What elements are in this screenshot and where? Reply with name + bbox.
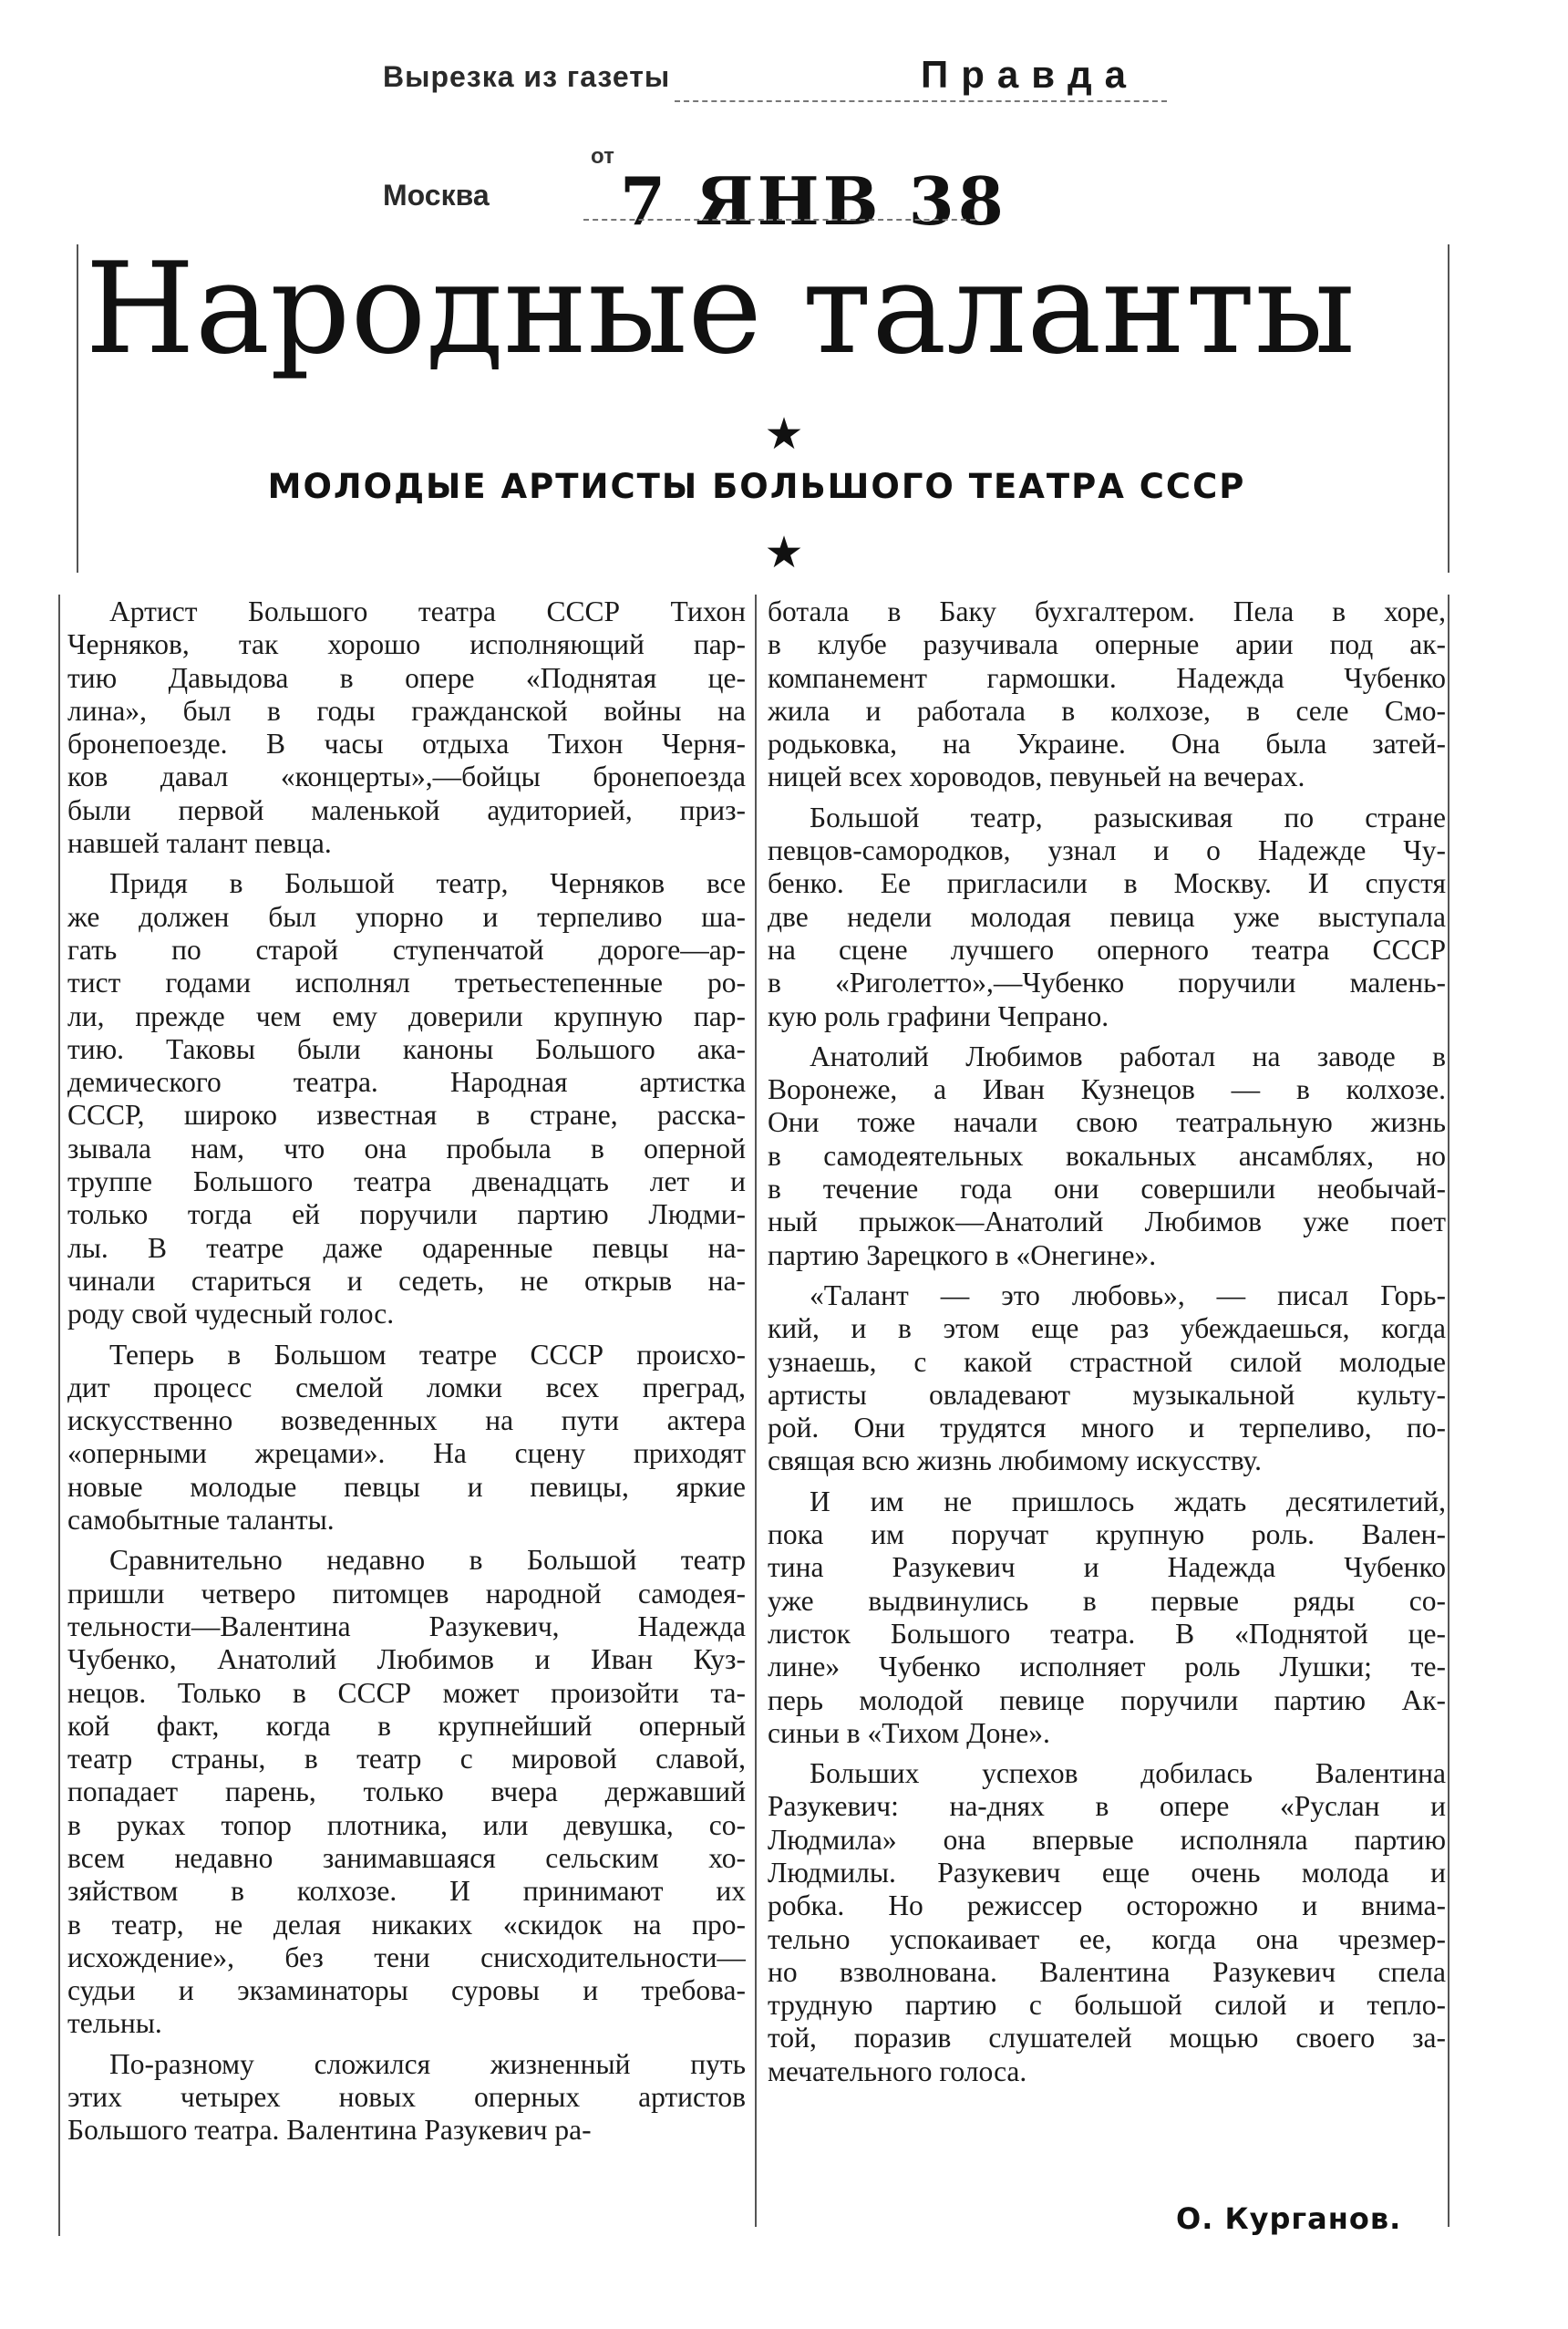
text-line: Анатолий Любимов работал на заводе в xyxy=(810,1040,1446,1072)
article-paragraph xyxy=(67,867,746,1330)
article-paragraph xyxy=(67,1339,746,1537)
text-line: новые молодые певцы и певицы, яркие xyxy=(67,1470,746,1503)
author-signature: О. Курганов. xyxy=(1176,2201,1402,2236)
text-line: Они тоже начали свою театральную жизнь xyxy=(768,1106,1446,1139)
text-line: но взволнована. Валентина Разукевич спела xyxy=(768,1955,1446,1988)
text-line: партию Зарецкого в «Онегине». xyxy=(768,1238,1157,1271)
text-line: листок Большого театра. В «Поднятой це- xyxy=(768,1617,1446,1650)
text-line: трудную партию с большой силой и тепло- xyxy=(768,1989,1446,2022)
clipping-label: Вырезка из газеты xyxy=(383,60,671,93)
text-line: певцов-самородков, узнал и о Надежде Чу- xyxy=(768,834,1446,867)
text-line: уже выдвинулись в первые ряды со- xyxy=(768,1584,1446,1617)
text-line: перь молодой певице поручили партию Ак- xyxy=(768,1683,1446,1716)
text-line: на сцене лучшего оперного театра СССР xyxy=(768,933,1446,966)
text-line: роду свой чудесный голос. xyxy=(67,1298,395,1330)
text-line: ный прыжок—Анатолий Любимов уже поет xyxy=(768,1206,1446,1238)
text-line: зывала нам, что она пробыла в оперной xyxy=(67,1132,746,1164)
paragraph-gap xyxy=(768,794,1446,802)
paragraph-gap xyxy=(768,1750,1446,1757)
text-line: кий, и в этом еще раз убеждаешься, когда xyxy=(768,1312,1446,1345)
text-line: Сравнительно недавно в Большой театр xyxy=(109,1544,746,1577)
article-paragraph xyxy=(67,1544,746,2040)
text-line: Придя в Большой театр, Черняков все xyxy=(109,867,746,900)
text-line: самобытные таланты. xyxy=(67,1504,335,1537)
text-line: театр страны, в театр с мировой славой, xyxy=(67,1743,746,1775)
paragraph-gap xyxy=(67,860,746,867)
text-line: той, поразив слушателей мощью своего за- xyxy=(768,2022,1446,2055)
text-line: Людмилы. Разукевич еще очень молода и xyxy=(768,1856,1446,1889)
text-line: родьковка, на Украине. Она была затей- xyxy=(768,728,1446,761)
from-label: от xyxy=(591,144,614,169)
paragraph-gap xyxy=(768,1272,1446,1279)
text-line: тельности—Валентина Разукевич, Надежда xyxy=(67,1610,746,1642)
text-line: «Талант — это любовь», — писал Горь- xyxy=(810,1278,1446,1311)
text-line: демического театра. Народная артистка xyxy=(67,1066,746,1099)
text-line: гать по старой ступенчатой дороге—ар- xyxy=(67,933,746,966)
text-line: Людмила» она впервые исполняла партию xyxy=(768,1823,1446,1856)
text-line: ботала в Баку бухгалтером. Пела в хоре, xyxy=(768,595,1446,627)
text-line: чинали стариться и седеть, не открыв на- xyxy=(67,1264,746,1297)
paragraph-gap xyxy=(67,2041,746,2048)
star-icon: ★ xyxy=(764,409,804,460)
text-line: робка. Но режиссер осторожно и внима- xyxy=(768,1889,1446,1922)
text-line: пока им поручат крупную роль. Вален- xyxy=(768,1518,1446,1551)
article-column-right xyxy=(768,595,1446,2088)
paragraph-gap xyxy=(768,1478,1446,1485)
frame-right xyxy=(1448,595,1449,2227)
text-line: искусственно возведенных на пути актера xyxy=(67,1404,746,1437)
city-label: Москва xyxy=(383,179,490,212)
frame-right-top xyxy=(1448,244,1449,573)
article-paragraph xyxy=(768,595,1446,794)
text-line: этих четырех новых оперных артистов xyxy=(67,2081,746,2114)
article-column-left xyxy=(67,595,746,2148)
text-line: свящая всю жизнь любимому искусству. xyxy=(768,1444,1262,1477)
text-line: навшей талант певца. xyxy=(67,827,332,860)
text-line: нецов. Только в СССР может произойти та- xyxy=(67,1676,746,1709)
star-icon: ★ xyxy=(764,527,804,578)
text-line: пришли четверо питомцев народной самодея- xyxy=(67,1577,746,1610)
text-line: дит процесс смелой ломки всех преград, xyxy=(67,1371,746,1403)
text-line: Артист Большого театра СССР Тихон xyxy=(109,595,746,627)
text-line: лы. В театре даже одаренные певцы на- xyxy=(67,1231,746,1264)
text-line: судьи и экзаминаторы суровы и требова- xyxy=(67,1974,746,2007)
text-line: в течение года они совершили необычай- xyxy=(768,1173,1446,1206)
text-line: лина», был в годы гражданской войны на xyxy=(67,694,746,727)
text-line: ли, прежде чем ему доверили крупную пар- xyxy=(67,999,746,1032)
text-line: Теперь в Большом театре СССР происхо- xyxy=(109,1338,746,1371)
article-paragraph xyxy=(67,595,746,860)
text-line: ков давал «концерты»,—бойцы бронепоезда xyxy=(67,761,746,793)
text-line: попадает парень, только вчера державший xyxy=(67,1775,746,1808)
text-line: артисты овладевают музыкальной культу- xyxy=(768,1378,1446,1411)
date-stamp: 7 ЯНВ 38 xyxy=(620,162,1007,240)
text-line: жила и работала в колхозе, в селе Смо- xyxy=(768,694,1446,727)
article-paragraph xyxy=(768,1040,1446,1272)
text-line: Черняков, так хорошо исполняющий пар- xyxy=(67,628,746,661)
text-line: Воронеже, а Иван Кузнецов — в колхозе. xyxy=(768,1073,1446,1106)
text-line: Большого театра. Валентина Разукевич ра- xyxy=(67,2114,592,2147)
text-line: в «Риголетто»,—Чубенко поручили малень- xyxy=(768,967,1446,999)
text-line: По-разному сложился жизненный путь xyxy=(109,2047,746,2080)
paragraph-gap xyxy=(67,1537,746,1544)
text-line: узнаешь, с какой страстной силой молодые xyxy=(768,1345,1446,1378)
text-line: в самодеятельных вокальных ансамблях, но xyxy=(768,1139,1446,1172)
text-line: тельны. xyxy=(67,2007,162,2040)
stamp-rule-bottom xyxy=(583,219,975,221)
text-line: тию Давыдова в опере «Поднятая це- xyxy=(67,661,746,694)
article-paragraph xyxy=(768,1279,1446,1478)
article-paragraph xyxy=(768,1485,1446,1750)
text-line: исхождение», без тени снисходительности— xyxy=(67,1941,746,1973)
text-line: рой. Они трудятся много и терпеливо, по- xyxy=(768,1412,1446,1444)
article-paragraph xyxy=(67,2048,746,2148)
stamp-rule-top xyxy=(675,100,1167,102)
paragraph-gap xyxy=(67,1331,746,1339)
paragraph-gap xyxy=(768,1033,1446,1040)
article-paragraph xyxy=(768,1757,1446,2088)
frame-left xyxy=(58,595,60,2236)
text-line: тина Разукевич и Надежда Чубенко xyxy=(768,1551,1446,1584)
text-line: бронепоезде. В часы отдыха Тихон Черня- xyxy=(67,728,746,761)
text-line: СССР, широко известная в стране, расска- xyxy=(67,1099,746,1132)
text-line: Больших успехов добилась Валентина xyxy=(810,1757,1446,1790)
article-subheadline: МОЛОДЫЕ АРТИСТЫ БОЛЬШОГО ТЕАТРА СССР xyxy=(267,467,1246,506)
text-line: бенко. Ее пригласили в Москву. И спустя xyxy=(768,867,1446,900)
text-line: Чубенко, Анатолий Любимов и Иван Куз- xyxy=(67,1643,746,1676)
text-line: компанемент гармошки. Надежда Чубенко xyxy=(768,661,1446,694)
text-line: зяйством в колхозе. И принимают их xyxy=(67,1875,746,1908)
text-line: же должен был упорно и терпеливо ша- xyxy=(67,900,746,933)
text-line: Разукевич: на-днях в опере «Руслан и xyxy=(768,1790,1446,1823)
text-line: в руках топор плотника, или девушка, со- xyxy=(67,1808,746,1841)
text-line: Большой театр, разыскивая по стране xyxy=(810,801,1446,833)
text-line: «оперными жрецами». На сцену приходят xyxy=(67,1437,746,1470)
column-divider xyxy=(755,595,757,2227)
text-line: ницей всех хороводов, певуньей на вечерах. xyxy=(768,761,1305,793)
text-line: всем недавно занимавшаяся сельским хо- xyxy=(67,1841,746,1874)
text-line: синьи в «Тихом Доне». xyxy=(768,1716,1050,1749)
text-line: кую роль графини Чепрано. xyxy=(768,999,1109,1032)
text-line: лине» Чубенко исполняет роль Лушки; те- xyxy=(768,1651,1446,1683)
newspaper-name: Правда xyxy=(921,53,1140,96)
text-line: две недели молодая певица уже выступала xyxy=(768,900,1446,933)
text-line: были первой маленькой аудиторией, приз- xyxy=(67,793,746,826)
article-headline: Народные таланты xyxy=(85,235,1356,382)
text-line: труппе Большого театра двенадцать лет и xyxy=(67,1165,746,1198)
text-line: тист годами исполнял третьестепенные ро- xyxy=(67,967,746,999)
text-line: И им не пришлось ждать десятилетий, xyxy=(810,1485,1446,1517)
text-line: мечательного голоса. xyxy=(768,2055,1027,2087)
text-line: только тогда ей поручили партию Людми- xyxy=(67,1198,746,1231)
text-line: кой факт, когда в крупнейший оперный xyxy=(67,1709,746,1742)
text-line: в клубе разучивала оперные арии под ак- xyxy=(768,628,1446,661)
article-paragraph xyxy=(768,802,1446,1033)
text-line: тельно успокаивает ее, когда она чрезмер- xyxy=(768,1922,1446,1955)
text-line: тию. Таковы были каноны Большого ака- xyxy=(67,1032,746,1065)
text-line: в театр, не делая никаких «скидок на про- xyxy=(67,1908,746,1941)
